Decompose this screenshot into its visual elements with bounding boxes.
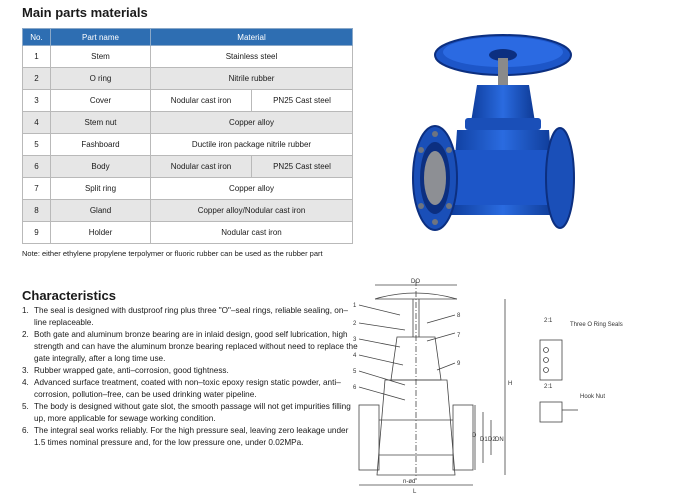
cell-name: Fashboard bbox=[51, 134, 151, 156]
cell-no: 7 bbox=[23, 178, 51, 200]
cell-material-a: Nodular cast iron bbox=[151, 156, 252, 178]
list-item: 4. Advanced surface treatment, coated with non–toxic epoxy resign static powder, anti–corrosion, pollution–free, can be used drinking water pipeline. bbox=[22, 378, 341, 399]
cell-no: 3 bbox=[23, 90, 51, 112]
list-item: 1. The seal is designed with dustproof ring plus three "O"–seal rings, reliable sealing, on–line replaceable. bbox=[22, 306, 348, 327]
cell-material: Nodular cast iron bbox=[151, 222, 353, 244]
svg-text:D: D bbox=[472, 433, 477, 439]
cell-material: Copper alloy bbox=[151, 112, 353, 134]
list-item: 6. The integral seal works reliably. For the high pressure seal, leaving zero leakage under 1.5 times nominal pressure and, for the low pressure one, under 0.02MPa. bbox=[22, 426, 349, 447]
svg-text:H: H bbox=[508, 381, 513, 387]
svg-text:DO: DO bbox=[411, 279, 420, 285]
cell-no: 9 bbox=[23, 222, 51, 244]
svg-text:L: L bbox=[413, 489, 417, 495]
table-row bbox=[23, 222, 353, 244]
cell-name: Cover bbox=[51, 90, 151, 112]
svg-text:2: 2 bbox=[353, 321, 357, 327]
cell-name: Stem nut bbox=[51, 112, 151, 134]
cell-material: Copper alloy bbox=[151, 178, 353, 200]
characteristics-list bbox=[22, 305, 359, 449]
rubber-note: Note: either ethylene propylene terpolymer or fluoric rubber can be used as the rubber part bbox=[22, 249, 323, 258]
svg-text:1: 1 bbox=[353, 303, 357, 309]
cell-material-b: PN25 Cast steel bbox=[252, 90, 353, 112]
cell-material: Stainless steel bbox=[151, 46, 353, 68]
svg-text:D2: D2 bbox=[488, 437, 496, 443]
svg-text:9: 9 bbox=[457, 361, 461, 367]
cell-no: 4 bbox=[23, 112, 51, 134]
detail-hook-nut-label: Hook Nut bbox=[580, 394, 606, 400]
parts-materials-title: Main parts materials bbox=[22, 5, 148, 20]
cell-name: Stem bbox=[51, 46, 151, 68]
list-item: 3. Rubber wrapped gate, anti–corrosion, good tightness. bbox=[22, 366, 229, 375]
svg-text:2:1: 2:1 bbox=[544, 318, 553, 324]
cell-no: 1 bbox=[23, 46, 51, 68]
cell-no: 6 bbox=[23, 156, 51, 178]
table-row bbox=[23, 112, 353, 134]
gate-valve-photo bbox=[395, 10, 595, 235]
table-row bbox=[23, 46, 353, 68]
cell-no: 8 bbox=[23, 200, 51, 222]
cell-no: 5 bbox=[23, 134, 51, 156]
svg-text:5: 5 bbox=[353, 369, 357, 375]
header-material: Material bbox=[151, 29, 353, 46]
cell-material-b: PN25 Cast steel bbox=[252, 156, 353, 178]
cell-material: Nitrile rubber bbox=[151, 68, 353, 90]
table-row bbox=[23, 156, 353, 178]
valve-technical-drawing bbox=[345, 275, 530, 495]
cell-name: O ring bbox=[51, 68, 151, 90]
parts-table bbox=[22, 28, 353, 244]
table-row bbox=[23, 178, 353, 200]
cell-name: Gland bbox=[51, 200, 151, 222]
svg-text:D1: D1 bbox=[480, 437, 488, 443]
list-item: 5. The body is designed without gate slot, the smooth passage will not get impurities filling up, more applicable for sewage working condition. bbox=[22, 402, 351, 423]
table-row bbox=[23, 68, 353, 90]
svg-text:7: 7 bbox=[457, 333, 461, 339]
svg-text:n-ød: n-ød bbox=[403, 479, 416, 485]
svg-text:6: 6 bbox=[353, 385, 357, 391]
cell-material: Ductile iron package nitrile rubber bbox=[151, 134, 353, 156]
list-item: 2. Both gate and aluminum bronze bearing are in inlaid design, good self lubrication, high strength and can have the aluminum bronze bearing replaced without need to replace the gate integrally, after a long time use. bbox=[22, 330, 358, 363]
table-row bbox=[23, 90, 353, 112]
cell-name: Body bbox=[51, 156, 151, 178]
detail-drawings bbox=[530, 310, 690, 430]
svg-text:DN: DN bbox=[495, 437, 504, 443]
header-no: No. bbox=[23, 29, 51, 46]
cell-no: 2 bbox=[23, 68, 51, 90]
svg-text:3: 3 bbox=[353, 337, 357, 343]
svg-text:4: 4 bbox=[353, 353, 357, 359]
svg-text:8: 8 bbox=[457, 313, 461, 319]
svg-text:2:1: 2:1 bbox=[544, 384, 553, 390]
cell-name: Split ring bbox=[51, 178, 151, 200]
cell-name: Holder bbox=[51, 222, 151, 244]
characteristics-title: Characteristics bbox=[22, 288, 116, 303]
cell-material: Copper alloy/Nodular cast iron bbox=[151, 200, 353, 222]
detail-oring-label: Three O Ring Seals bbox=[570, 322, 623, 328]
table-row bbox=[23, 200, 353, 222]
header-part-name: Part name bbox=[51, 29, 151, 46]
table-row bbox=[23, 134, 353, 156]
cell-material-a: Nodular cast iron bbox=[151, 90, 252, 112]
